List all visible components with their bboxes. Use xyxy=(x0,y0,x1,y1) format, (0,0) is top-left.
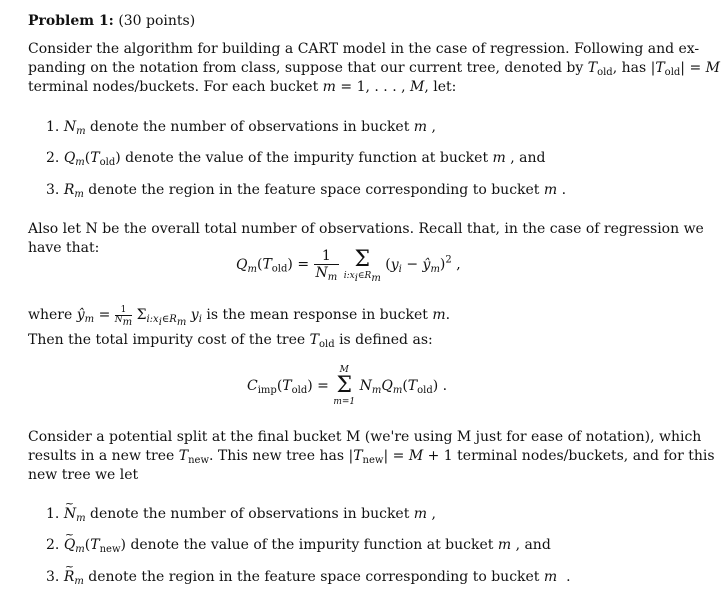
list2-item1: 1. ~ $N_m$ denote the number of observations in bucket m , xyxy=(46,504,436,524)
paragraph2-line2: have that: xyxy=(28,240,100,256)
paragraph1-line2: panding on the notation from class, suppose that our current tree, denoted by $T_{old}$, has $|T_{old}| = M$ xyxy=(28,60,720,78)
paragraph2-line1: Also let N be the overall total number of observations. Recall that, in the case of regression we xyxy=(28,221,704,237)
then-line: Then the total impurity cost of the tree $T_{old}$ is defined as: xyxy=(28,332,433,350)
list2-item3: 3. ~ $R_m$ denote the region in the feature space corresponding to bucket m . xyxy=(46,567,571,587)
where-line: where $ŷ_m$ = $\frac{1}{N_m} \Sigma_{i:x_i\in R_m}$ $y_i$ is the mean response in bucket m. xyxy=(28,304,451,328)
paragraph4-line3: new tree we let xyxy=(28,467,139,483)
impurity-equation: $Q_m(T_{old})$ = $\frac{1}{N_m}$ Σ $i:x_i\in R_m$ ($y_i$ − $ŷ_m)^2$ , xyxy=(236,246,461,284)
paragraph4-line2: results in a new tree $T_{new}$. This new tree has $|T_{new}| = M + 1$ terminal nodes/buckets, and for this xyxy=(28,448,715,466)
problem-title: Problem 1: xyxy=(28,13,114,29)
paragraph4-line1: Consider a potential split at the final bucket M (we're using M just for ease of notation), which xyxy=(28,429,702,445)
total-impurity-equation: $C_{imp}(T_{old})$ = M Σ m=1 $N_mQ_m(T_{old})$ . xyxy=(247,365,448,407)
list1-item3: 3. $R_m$ denote the region in the feature space corresponding to bucket m . xyxy=(46,182,567,200)
list1-item2: 2. $Q_m(T_{old})$ denote the value of the impurity function at bucket m , and xyxy=(46,150,546,168)
problem-heading xyxy=(28,11,195,31)
list1-item1: 1. $N_m$ denote the number of observations in bucket m , xyxy=(46,119,436,137)
paragraph1-line3: terminal nodes/buckets. For each bucket m = 1, . . . , M, let: xyxy=(28,79,457,95)
paragraph1-line1: Consider the algorithm for building a CART model in the case of regression. Following and ex- xyxy=(28,41,700,57)
list2-item2: 2. ~ $Q_m(T_{new})$ denote the value of the impurity function at bucket m , and xyxy=(46,535,551,555)
problem-points: (30 points) xyxy=(118,13,196,29)
